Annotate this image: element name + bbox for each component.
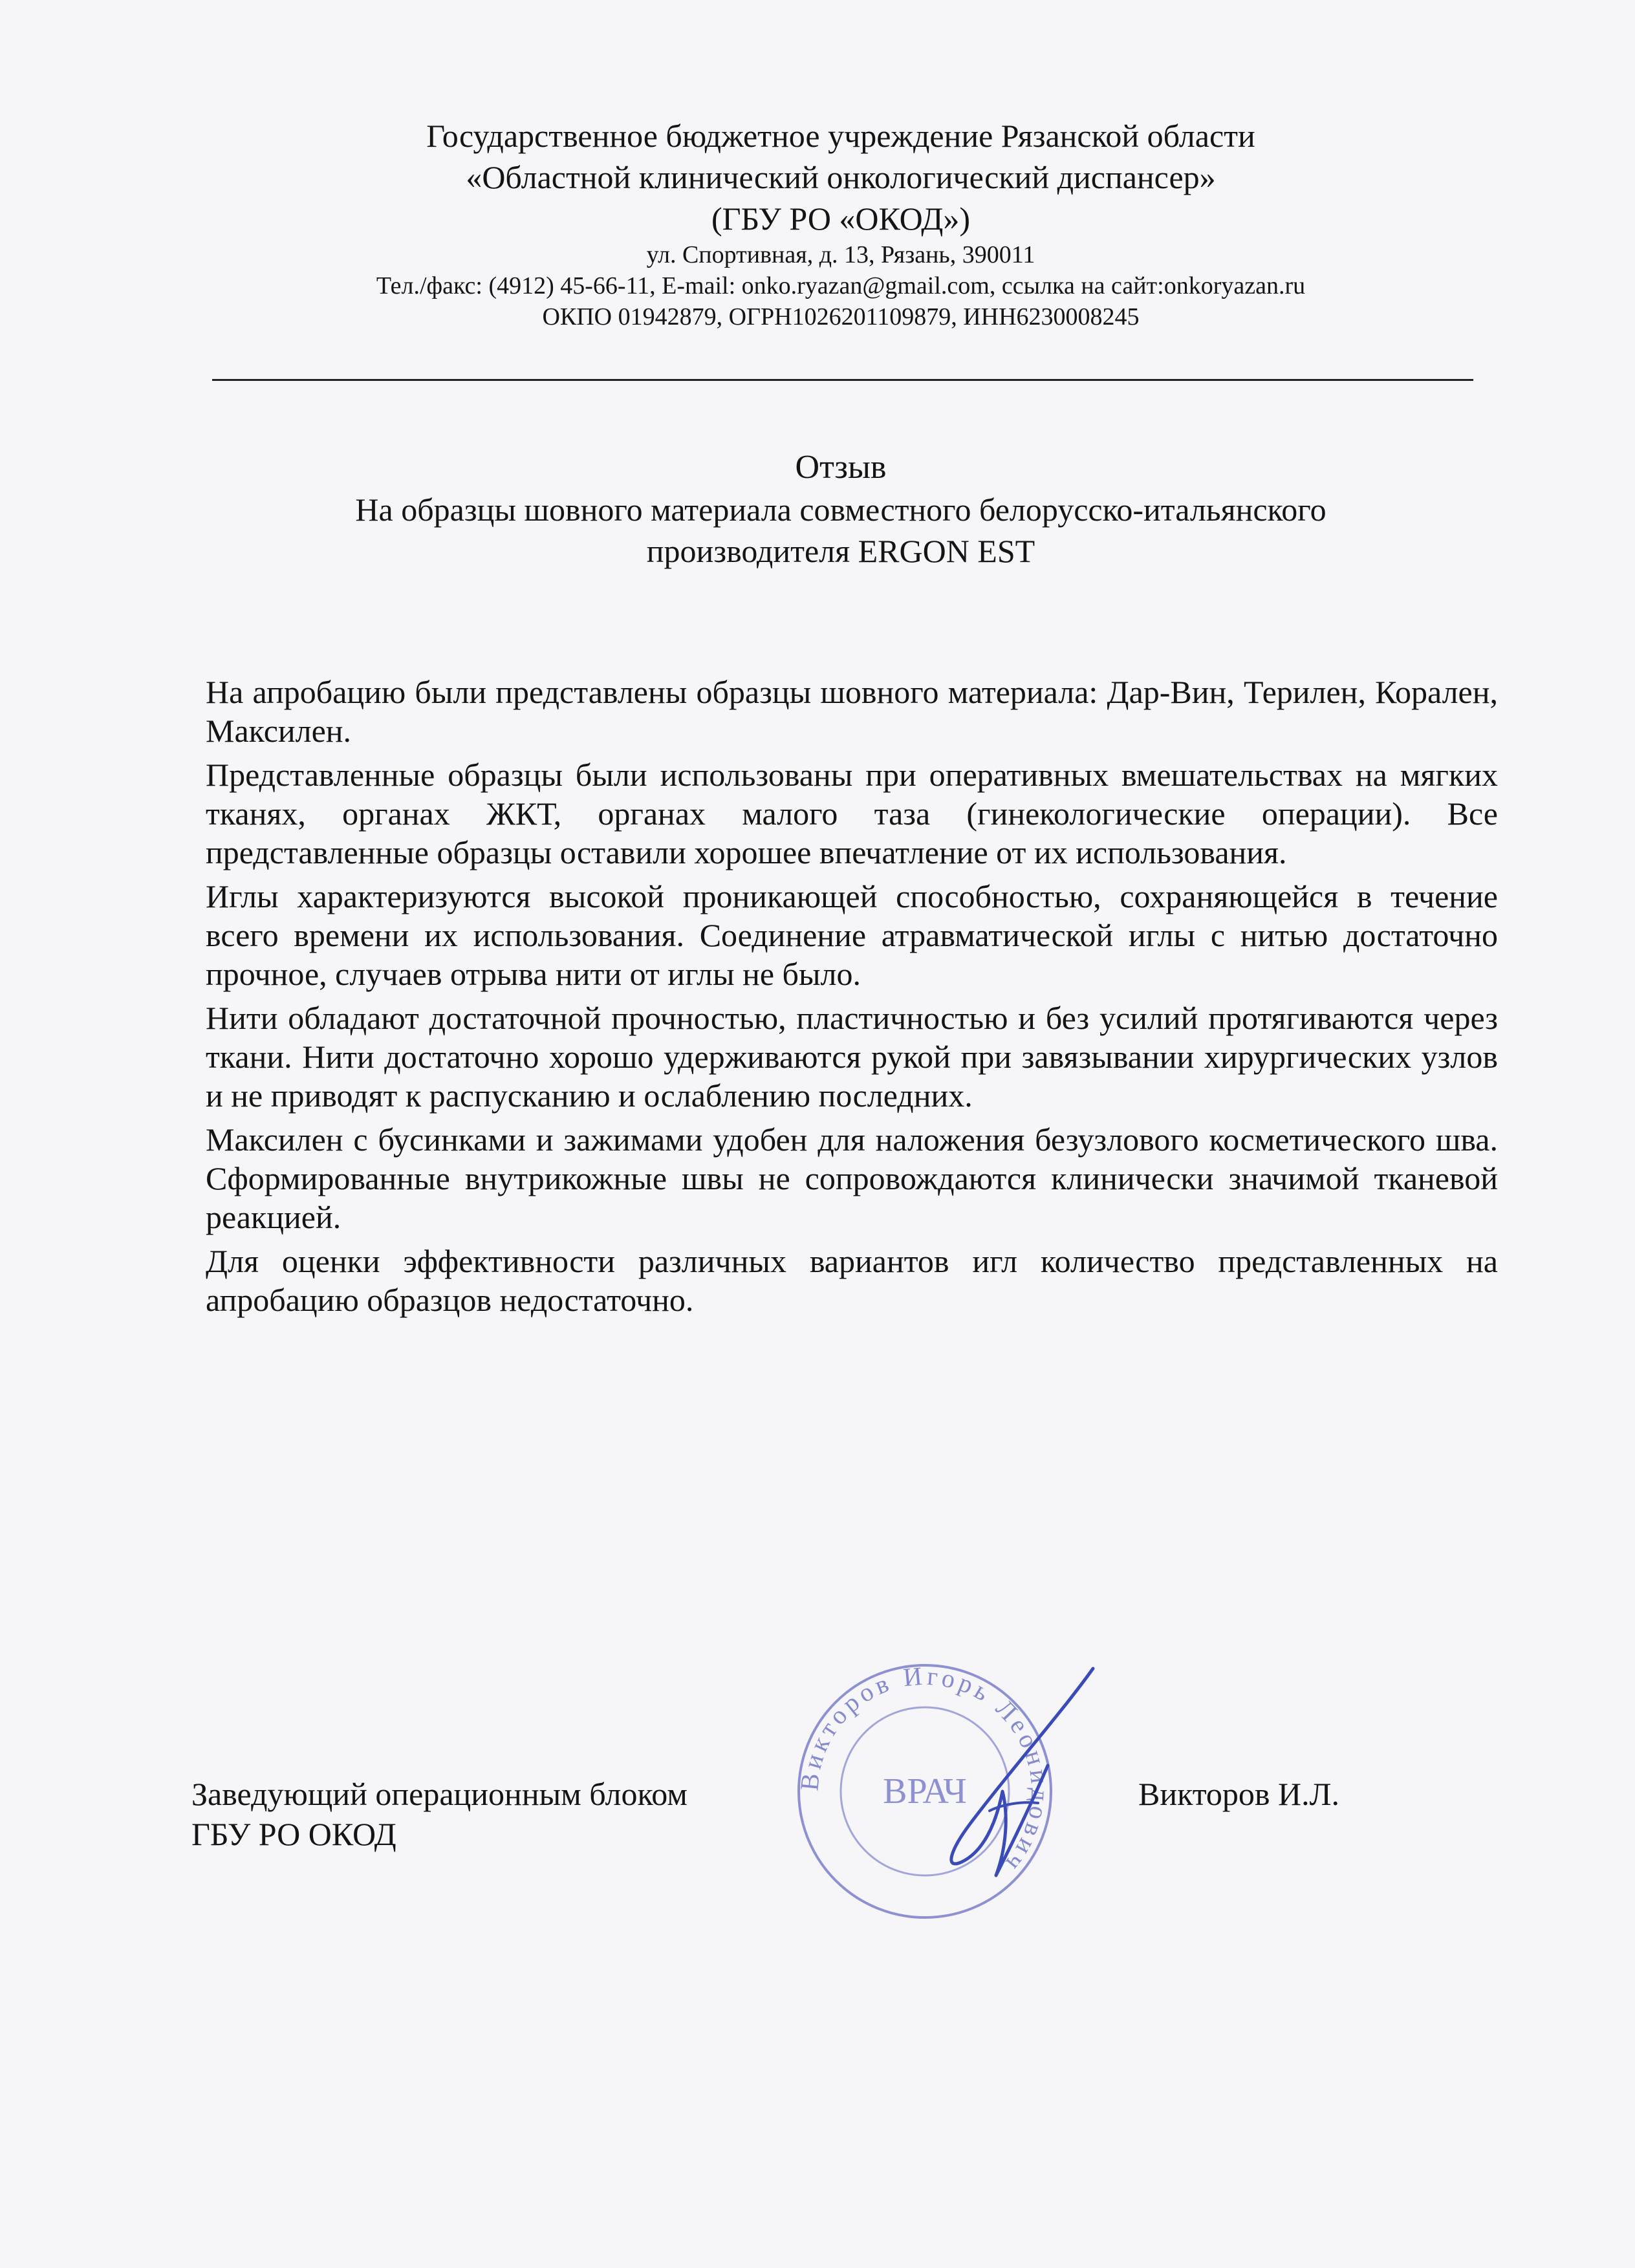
paragraph-6: Для оценки эффективности различных вариантов игл количество представленных на апробацию образцов недостаточно. — [206, 1243, 1498, 1318]
org-name-line2: «Областной клинический онкологический диспансер» — [466, 159, 1216, 195]
title-subject-line2: производителя ERGON EST — [646, 533, 1035, 569]
document-title — [194, 446, 1488, 572]
document-body — [206, 673, 1498, 1324]
title-main: Отзыв — [795, 449, 887, 486]
signatory-role-line2: ГБУ РО ОКОД — [191, 1816, 396, 1852]
paragraph-5: Максилен с бусинками и зажимами удобен для наложения безузлового косметического шва. Сформированные внутрикожные швы не сопровождаются клинически значимой тканевой реакцией. — [206, 1121, 1498, 1235]
org-codes: ОКПО 01942879, ОГРН1026201109879, ИНН6230008245 — [542, 303, 1140, 330]
stamp-text: Викторов Игорь Леонидович — [794, 1661, 1056, 1880]
org-short-name: (ГБУ РО «ОКОД») — [711, 200, 971, 237]
stamp-center-text: ВРАЧ — [883, 1771, 967, 1811]
handwritten-signature — [899, 1656, 1119, 1901]
signatory-role — [191, 1774, 688, 1854]
signatory-name: Викторов И.Л. — [1138, 1776, 1340, 1812]
paragraph-1: На апробацию были представлены образцы шовного материала: Дар-Вин, Терилен, Корален, Максилен. — [206, 674, 1498, 749]
signatory-role-line1: Заведующий операционным блоком — [191, 1776, 688, 1812]
paragraph-3: Иглы характеризуются высокой проникающей способностью, сохраняющейся в течение всего времени их использования. Соединение атравматической иглы с нитью достаточно прочное, случаев отрыва нити от иглы не было. — [206, 878, 1498, 992]
org-name-line1: Государственное бюджетное учреждение Рязанской области — [426, 118, 1255, 154]
paragraph-4: Нити обладают достаточной прочностью, пластичностью и без усилий протягиваются через ткани. Нити достаточно хорошо удерживаются рукой при завязывании хирургических узлов и не приводят к распусканию и ослаблению последних. — [206, 1000, 1498, 1114]
paragraph-2: Представленные образцы были использованы при оперативных вмешательствах на мягких тканях, органах ЖКТ, органах малого таза (гинекологические операции). Все представленные образцы оставили хорошее впечатление от их использования. — [206, 757, 1498, 870]
org-address: ул. Спортивная, д. 13, Рязань, 390011 — [646, 241, 1035, 268]
title-subject-line1: На образцы шовного материала совместного белорусско-итальянского — [355, 491, 1326, 528]
letterhead — [207, 115, 1475, 332]
org-contacts: Тел./факс: (4912) 45-66-11, E-mail: onko.ryazan@gmail.com, ссылка на сайт:onkoryazan.ru — [376, 272, 1306, 299]
header-divider — [212, 379, 1473, 381]
